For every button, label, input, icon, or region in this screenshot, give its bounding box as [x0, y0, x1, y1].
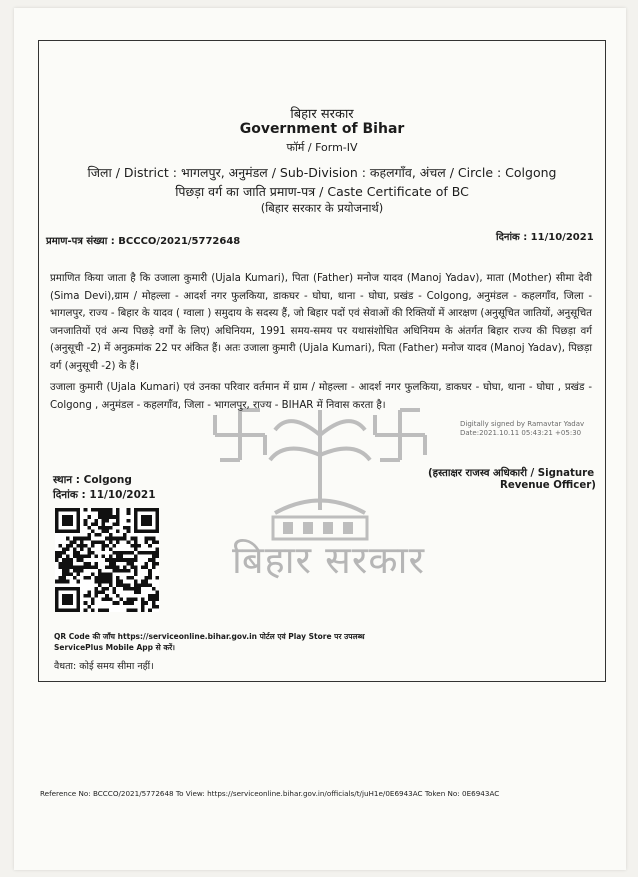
govt-english-title: Government of Bihar: [239, 121, 405, 137]
certificate-title: पिछड़ा वर्ग का जाति प्रमाण-पत्र / Caste Certificate of BC: [175, 184, 469, 199]
digital-signature-signer: Digitally signed by Ramavtar Yadav: [460, 420, 585, 428]
form-label: फॉर्म / Form-IV: [286, 141, 358, 154]
digital-signature-date: Date:2021.10.11 05:43:21 +05:30: [460, 429, 582, 437]
signature-label-line-2: Revenue Officer): [500, 480, 596, 491]
certificate-purpose: (बिहार सरकार के प्रयोजनार्थ): [260, 201, 384, 215]
issue-date: दिनांक : 11/10/2021: [53, 489, 156, 501]
certificate-body-paragraph-2: उजाला कुमारी (Ujala Kumari) एवं उनका परिवार वर्तमान में ग्राम / मोहल्ला - आदर्श नगर फुलकिया, डाकघर - घोघा, थाना - घोघा , प्रखंड - Colgong , अनुमंडल - कहलगाँव, जिला - भागलपुर, राज्य - BIHAR में निवास करता है।: [50, 382, 592, 411]
signature-label-line-1: (हस्ताक्षर राजस्व अधिकारी / Signature: [428, 468, 595, 479]
watermark-text: बिहार सरकार: [232, 538, 425, 582]
qr-code[interactable]: [55, 506, 159, 614]
certificate-date: दिनांक : 11/10/2021: [496, 232, 594, 243]
digital-signature: [460, 420, 584, 438]
district-line: जिला / District : भागलपुर, अनुमंडल / Sub-Division : कहलगाँव, अंचल / Circle : Colgong: [87, 165, 557, 180]
certificate-number: प्रमाण-पत्र संख्या : BCCCO/2021/5772648: [46, 236, 241, 247]
qr-verification-note: QR Code की जाँच https://serviceonline.bihar.gov.in पोर्टल एवं Play Store पर उपलब्ध ServicePlus Mobile App से करें।: [54, 632, 365, 652]
govt-hindi-title: बिहार सरकार: [290, 107, 354, 122]
reference-footer: Reference No: BCCCO/2021/5772648 To View: https://serviceonline.bihar.gov.in/officials/t/juH1e/0E6943AC Token No: 0E6943AC: [40, 789, 500, 798]
validity-note: वैधता: कोई समय सीमा नहीं।: [54, 661, 154, 672]
place-label: स्थान : Colgong: [53, 474, 132, 486]
certificate-body-paragraph-1: प्रमाणित किया जाता है कि उजाला कुमारी (Ujala Kumari), पिता (Father) मनोज यादव (Manoj Yadav), माता (Mother) सीमा देवी (Sima Devi),ग्राम / मोहल्ला - आदर्श नगर फुलकिया, डाकघर - घोघा, थाना - घोघा, प्रखंड - Colgong, अनुमंडल - कहलगाँव, जिला - भागलपुर, राज्य - बिहार के यादव ( ग्वाला ) समुदाय के सदस्य हैं, जो बिहार पदों एवं सेवाओं की रिक्तियों में आरक्षण (अनुसूचित जातियों, अनुसूचित जनजातियों एवं अन्य पिछड़े वर्गों के लिए) अधिनियम, 1991 समय-समय पर यथासंशोधित अधिनियम के अंतर्गत बिहार राज्य की पिछड़ा वर्ग (अनुसूची -2) में अनुक्रमांक 22 पर अंकित हैं। अतः उजाला कुमारी (Ujala Kumari), पिता (Father) मनोज यादव (Manoj Yadav), पिछड़ा वर्ग (अनुसूची -2) के हैं।: [50, 273, 592, 372]
